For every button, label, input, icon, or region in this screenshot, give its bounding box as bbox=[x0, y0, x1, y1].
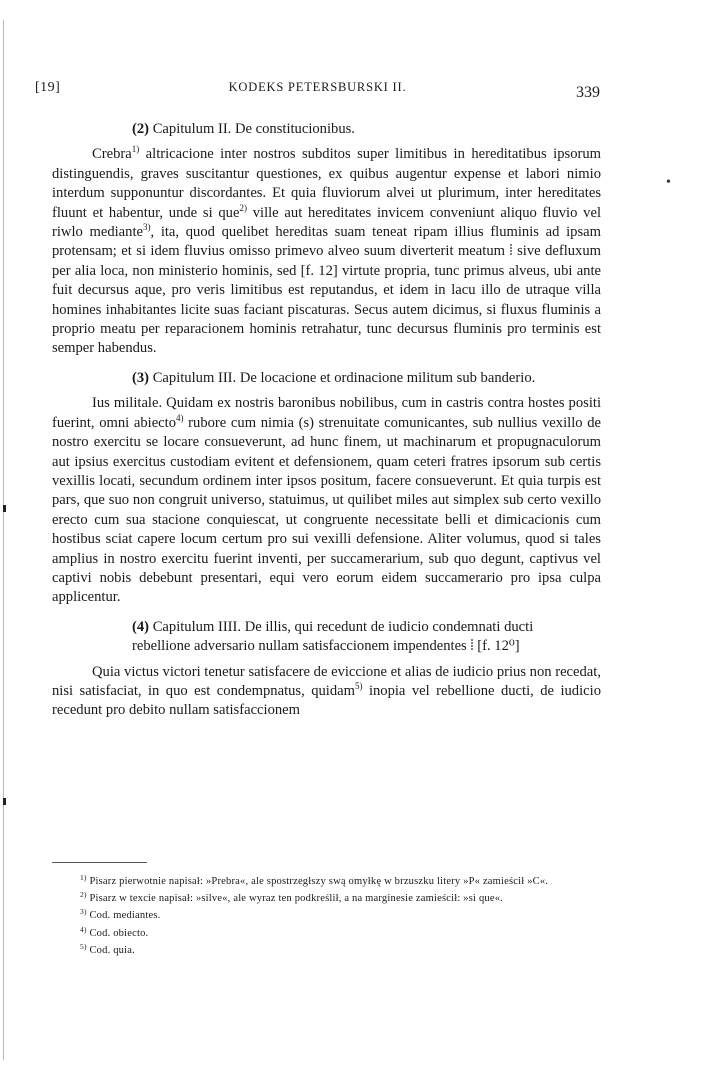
footnote-ref: 5) bbox=[354, 680, 363, 691]
chapter-number: (3) bbox=[132, 369, 150, 386]
chapter-paragraph: Ius militale. Quidam ex nostris baronibus nobilibus, cum in castris contra hostes positi fuerint, omni abiecto$^{4)}$ rubore cum nimia (s) strenuitate comunicantes, sub nullius vexillo de nostro exercitu se locare consueverunt, ad hunc finem, ut machinarum et propugnaculorum aut ipsius exercitus custodiam evitent et defensionem, quam ceteri fratres ipsorum sub certis vexillis locati, secundum ordinem inter ipsos positum, facere consueverunt. Et quia turpis est pars, que suo non congruit universo, statuimus, ut quilibet miles aut simplex sub certo vexillo erecto cum sua stacione conquiescat, ut congruente necessitate belli et dimicacionis cum hostibus sciat capere locum certum pro sui vexilli defensione. Aliter volumus, quod si tales amplius in nostro exercitu fuerint inventi, per succamerarium, sub quo degunt, captivus vel captivi nobis debebunt presentari, equi vero eorum eidem succamerario pro ipsa culpa applicentur. bbox=[52, 395, 601, 606]
footnote-mark: 2) bbox=[80, 890, 87, 900]
footnote bbox=[52, 907, 608, 924]
footnote-ref: 1) bbox=[131, 144, 140, 155]
scan-edge-mark bbox=[3, 505, 6, 512]
chapter-heading bbox=[52, 120, 601, 139]
section-reference: [19] bbox=[35, 80, 61, 95]
scan-edge-mark bbox=[3, 798, 6, 805]
footnote-ref: 3) bbox=[142, 222, 151, 233]
footnote-separator bbox=[52, 862, 147, 863]
chapter-paragraph: Crebra$^{1)}$ altricacione inter nostros subditos super limitibus in hereditatibus ipsorum distinguendis, graves suscitantur questiones, ex quibus augentur expense et labori nimio interdum supponuntur discordantes. Et quia fluviorum alvei ut plurimum, inter hereditates fluunt et habentur, unde si que$^{2)}$ ville aut hereditates invicem conveniunt aliquo fluvio vel riwlo mediante$^{3)}$, ita, quod quelibet hereditas suam teneat ripam illius fluminis ad ipsam protensam; et si idem fluvius omisso primevo alveo suum diverterit meatum ⦙ sive defluxum per alia loca, non ministerio hominis, sed [f. 12] virtute propria, tunc primus alveus, ubi ante fuit decursus aque, pro veris limitibus est reputandus, et idem in lacu illo de utraque villa homines inhabitantes licite suas faciant piscaturas. Secus autem dicimus, si fluxus fluminis a proprio meatu per reparacionem hominis retrahatur, tunc decursus fluminis pro terminis est semper habendus. bbox=[52, 144, 601, 357]
chapter-title: Capitulum III. De locacione et ordinacione militum sub banderio. bbox=[152, 369, 536, 386]
footnote-mark: 3) bbox=[80, 907, 87, 917]
footnote bbox=[52, 925, 608, 942]
scan-edge-line bbox=[3, 20, 4, 1060]
footnote-text: Pisarz pierwotnie napisał: »Prebra«, ale spostrzegłszy swą omyłkę w brzuszku litery »P« zamieścił »C«. bbox=[86, 876, 549, 887]
footnotes bbox=[52, 873, 608, 959]
footnote-ref: 4) bbox=[176, 412, 184, 423]
footnote bbox=[52, 890, 608, 907]
footnote-mark: 4) bbox=[80, 924, 87, 934]
footnote-text: Pisarz w texcie napisał: »silve«, ale wyraz ten podkreślił, a na marginesie zamieścił: »si que«. bbox=[86, 893, 503, 905]
main-text bbox=[52, 120, 601, 721]
chapter-title: Capitulum IIII. De illis, qui recedunt de iudicio condemnati ducti rebellione adversario nullam satisfaccionem impendentes ⦙ [f. 12⁰] bbox=[132, 618, 534, 655]
chapter-number: (4) bbox=[132, 618, 150, 635]
footnote-text: Cod. quia. bbox=[86, 944, 135, 956]
footnote-text: Cod. obiecto. bbox=[86, 927, 149, 939]
footnote-text: Cod. mediantes. bbox=[86, 910, 161, 922]
page-number: 339 bbox=[576, 84, 600, 101]
footnote-mark: 1) bbox=[80, 873, 87, 882]
chapter-paragraph: Quia victus victori tenetur satisfacere de eviccione et alias de iudicio prius non recedat, nisi satisfaciat, in quo est condempnatus, quidam$^{5)}$ inopia vel rebellione ducti, de iudicio recedunt pro debito nullam satisfaccionem bbox=[52, 663, 601, 719]
chapter-heading bbox=[52, 618, 601, 657]
footnote bbox=[52, 942, 608, 959]
chapter-number: (2) bbox=[132, 121, 150, 137]
footnote-ref: 2) bbox=[239, 202, 247, 213]
chapter-title: Capitulum II. De constitucionibus. bbox=[152, 121, 355, 137]
margin-mark: • bbox=[666, 175, 671, 190]
running-header bbox=[35, 80, 600, 102]
running-title: KODEKS PETERSBURSKI II. bbox=[228, 80, 407, 94]
chapter-heading bbox=[52, 369, 601, 388]
footnote-mark: 5) bbox=[80, 941, 87, 951]
footnote bbox=[52, 873, 608, 890]
